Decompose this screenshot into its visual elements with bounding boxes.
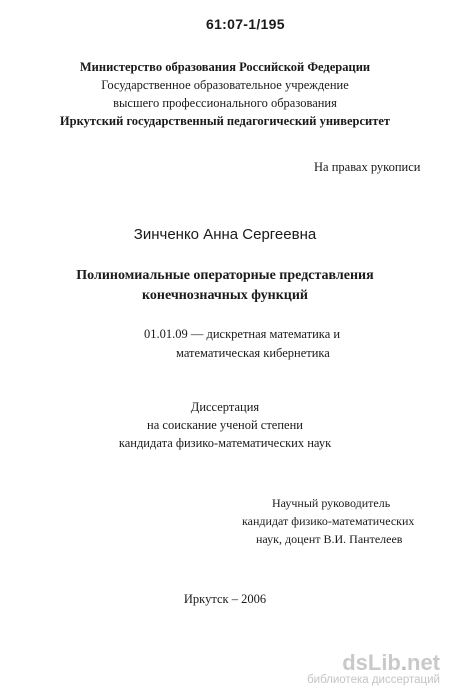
institution-type-line2: высшего профессионального образования	[113, 96, 337, 110]
specialty-line1: 01.01.09 — дискретная математика и	[144, 327, 341, 341]
supervisor-line1: Научный руководитель	[272, 496, 391, 510]
degree-line3: кандидата физико-математических наук	[118, 436, 332, 450]
watermark-tagline: библиотека диссертаций	[307, 674, 440, 687]
watermark-logo-right: net	[407, 650, 440, 676]
dslib-watermark[interactable]	[307, 652, 440, 688]
university-line: Иркутский государственный педагогический университет	[59, 114, 391, 128]
author-name: Зинченко Анна Сергеевна	[133, 226, 317, 243]
archive-stamp: 61:07-1/195	[206, 16, 285, 32]
watermark-logo-left: dsLib	[342, 650, 401, 676]
specialty-line2: математическая кибернетика	[176, 346, 330, 360]
city-year: Иркутск – 2006	[183, 592, 267, 606]
watermark-logo-dot: .	[400, 650, 407, 676]
watermark-logo	[307, 652, 440, 674]
degree-line2: на соискание ученой степени	[147, 418, 303, 432]
degree-line1: Диссертация	[190, 400, 260, 414]
ministry-line: Министерство образования Российской Федерации	[79, 60, 371, 74]
thesis-title-line1: Полиномиальные операторные представления	[76, 268, 374, 283]
supervisor-line2: кандидат физико-математических	[242, 514, 415, 528]
thesis-title-line2: конечнозначных функций	[142, 288, 308, 303]
institution-type-line1: Государственное образовательное учреждение	[101, 78, 349, 92]
supervisor-line3: наук, доцент В.И. Пантелеев	[256, 532, 403, 546]
rights-note: На правах рукописи	[314, 160, 421, 174]
